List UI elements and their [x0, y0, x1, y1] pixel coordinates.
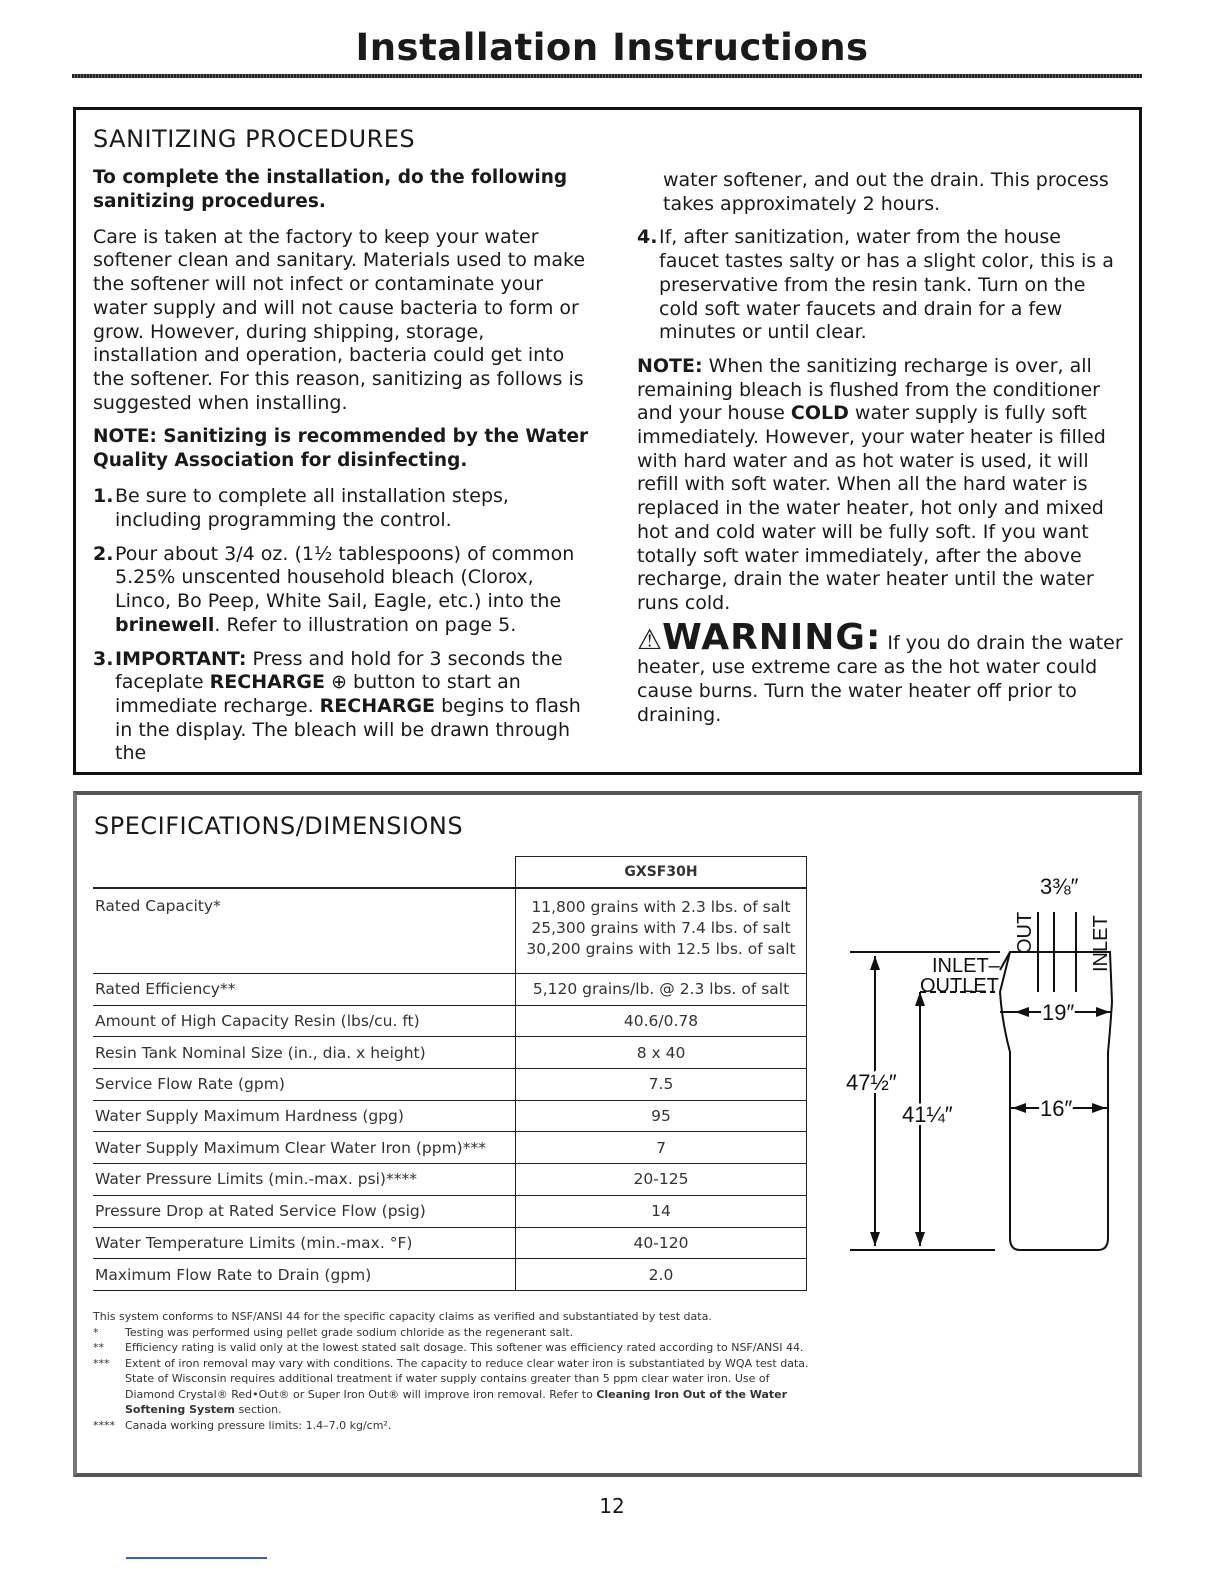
- table-row: [93, 888, 807, 974]
- table-row: [93, 974, 807, 1006]
- step-2-text-a: Pour about 3/4 oz. (1½ tablespoons) of common 5.25% unscented household bleach (Clorox, Linco, Bo Peep, White Sail, Eagle, etc.) into the: [115, 542, 575, 613]
- table-row: [93, 1164, 807, 1196]
- spec-label: Pressure Drop at Rated Service Flow (psig): [93, 1195, 516, 1227]
- table-row: [93, 1100, 807, 1132]
- recharge-button-icon: ⊕: [331, 671, 347, 694]
- step-3-number: 3.: [93, 647, 114, 670]
- inlet-outlet-label-1: INLET–: [932, 955, 1000, 977]
- step-4-text: If, after sanitization, water from the house faucet tastes salty or has a slight color, this is a preservative from the resin tank. Turn on the cold soft water faucets and drain for a few minutes or until clear.: [659, 226, 1114, 344]
- bottom-link-line: [126, 1557, 267, 1559]
- warning-label: WARNING:: [662, 616, 882, 658]
- specifications-table: [93, 856, 807, 1291]
- sanitizing-left-column: [93, 125, 593, 776]
- top-diameter-label: 19″: [1042, 1000, 1075, 1025]
- capacity-line: 25,300 grains with 7.4 lbs. of salt: [531, 919, 791, 937]
- warning-text: If you do drain the water heater, use extreme care as the hot water could cause burns. Turn the water heater off prior to draining.: [637, 631, 1123, 726]
- step-2: [93, 543, 593, 638]
- step-3-continued: water softener, and out the drain. This process takes approximately 2 hours.: [663, 169, 1109, 215]
- note-2-label: NOTE:: [637, 354, 703, 377]
- footnote-3-mark: ***: [93, 1356, 110, 1370]
- step-3-text-b: button to start an immediate recharge.: [115, 671, 521, 717]
- note-2-cold: COLD: [790, 402, 849, 425]
- model-header: GXSF30H: [516, 857, 807, 889]
- footnote-1-mark: *: [93, 1325, 99, 1339]
- spec-label: Water Supply Maximum Clear Water Iron (ppm)***: [93, 1132, 516, 1164]
- capacity-line: 30,200 grains with 12.5 lbs. of salt: [526, 940, 796, 958]
- footnote-4-mark: ****: [93, 1418, 115, 1432]
- footnote-2-mark: **: [93, 1341, 104, 1354]
- spec-value: 14: [516, 1195, 807, 1227]
- sanitizing-intro: Care is taken at the factory to keep your water softener clean and sanitary. Materials used to make the softener will not infect or contaminate your water supply and will not cause bacteria to form or grow. However, during shipping, storage, installation and operation, bacteria could get into the softener. For this reason, sanitizing as follows is suggested when installing.: [93, 225, 586, 414]
- footnote-2-text: Efficiency rating is valid only at the lowest stated salt dosage. This softener was efficiency rated according to NSF/ANSI 44.: [125, 1341, 804, 1354]
- footnote-1: [93, 1325, 813, 1341]
- step-1: [93, 485, 593, 532]
- footnote-4: [93, 1418, 813, 1434]
- footnote-1-text: Testing was performed using pellet grade sodium chloride as the regenerant salt.: [125, 1325, 574, 1339]
- footnote-3: [93, 1356, 813, 1418]
- spec-label: Amount of High Capacity Resin (lbs/cu. ft): [93, 1005, 516, 1037]
- footnote-2: [93, 1340, 813, 1356]
- page-number: 12: [599, 1494, 625, 1518]
- table-row: [93, 1037, 807, 1069]
- step-2-number: 2.: [93, 542, 114, 565]
- step-2-text-b: . Refer to illustration on page 5.: [214, 613, 517, 636]
- step-3: [93, 648, 593, 767]
- step-3-recharge: RECHARGE: [209, 671, 326, 694]
- outlet-height-label: 41¼″: [902, 1102, 953, 1127]
- step-3-recharge-2: RECHARGE: [319, 694, 436, 717]
- table-header-blank: [93, 857, 516, 889]
- spec-label: Water Supply Maximum Hardness (gpg): [93, 1100, 516, 1132]
- spec-value: 40.6/0.78: [516, 1005, 807, 1037]
- spec-label: Water Temperature Limits (min.-max. °F): [93, 1227, 516, 1259]
- footnote-3-bold: Cleaning Iron Out of the Water Softening System: [125, 1387, 788, 1416]
- footnote-3-text-b: section.: [234, 1403, 282, 1416]
- step-3-text-a: Press and hold for 3 seconds the faceplate: [115, 647, 563, 694]
- spec-label: Maximum Flow Rate to Drain (gpm): [93, 1259, 516, 1291]
- page-title: Installation Instructions: [355, 26, 869, 69]
- step-3-text-c: begins to flash in the display. The bleach will be drawn through the: [115, 694, 581, 765]
- table-row: [93, 1259, 807, 1291]
- top-width-label: 3⅜″: [1040, 874, 1079, 899]
- total-height-label: 47½″: [846, 1070, 897, 1095]
- sanitizing-note: NOTE: Sanitizing is recommended by the Water Quality Association for disinfecting.: [93, 426, 589, 472]
- spec-footnotes: [93, 1309, 813, 1433]
- sanitizing-lead: To complete the installation, do the following sanitizing procedures.: [93, 166, 568, 212]
- spec-label: Rated Efficiency**: [93, 974, 516, 1006]
- step-4: [637, 226, 1125, 345]
- table-row: [93, 1227, 807, 1259]
- warning-block: [637, 616, 1125, 727]
- out-label: OUT: [1014, 911, 1036, 954]
- note-2-text-a: When the sanitizing recharge is over, all remaining bleach is flushed from the conditioner and your house: [637, 354, 1100, 425]
- spec-value: 7: [516, 1132, 807, 1164]
- spec-label: Rated Capacity*: [93, 888, 516, 974]
- step-2-brinewell: brinewell: [115, 613, 215, 636]
- spec-label: Resin Tank Nominal Size (in., dia. x height): [93, 1037, 516, 1069]
- spec-label: Water Pressure Limits (min.-max. psi)****: [93, 1164, 516, 1196]
- spec-value: 95: [516, 1100, 807, 1132]
- spec-label: Service Flow Rate (gpm): [93, 1069, 516, 1101]
- step-3-important: IMPORTANT:: [115, 647, 247, 670]
- table-header-row: [93, 857, 807, 889]
- spec-value: 40-120: [516, 1227, 807, 1259]
- base-diameter-label: 16″: [1040, 1096, 1073, 1121]
- step-1-text: Be sure to complete all installation steps, including programming the control.: [115, 485, 509, 532]
- spec-value: 5,120 grains/lb. @ 2.3 lbs. of salt: [516, 974, 807, 1006]
- spec-value: [516, 888, 807, 974]
- inlet-outlet-label-2: OUTLET: [920, 975, 999, 997]
- table-row: [93, 1069, 807, 1101]
- spec-value: 2.0: [516, 1259, 807, 1291]
- table-row: [93, 1195, 807, 1227]
- spec-value: 8 x 40: [516, 1037, 807, 1069]
- step-1-number: 1.: [93, 485, 114, 508]
- sanitizing-right-column: [637, 169, 1125, 727]
- footnote-main: This system conforms to NSF/ANSI 44 for the specific capacity claims as verified and substantiated by test data.: [93, 1310, 712, 1323]
- table-row: [93, 1132, 807, 1164]
- title-rule: [72, 74, 1142, 78]
- table-row: [93, 1005, 807, 1037]
- inlet-label: INLET: [1090, 915, 1112, 972]
- specifications-heading: SPECIFICATIONS/DIMENSIONS: [94, 812, 464, 840]
- capacity-line: 11,800 grains with 2.3 lbs. of salt: [531, 898, 791, 916]
- spec-value: 7.5: [516, 1069, 807, 1101]
- dimension-diagram: [840, 852, 1130, 1262]
- spec-value: 20-125: [516, 1164, 807, 1196]
- note-2-text-b: water supply is fully soft immediately. However, your water heater is filled with hard water and as hot water is used, it will refill with soft water. When all the hard water is replaced in the water heater, hot only and mixed hot and cold water will be fully soft. If you want totally soft water immediately, after the above recharge, drain the water heater until the water runs cold.: [637, 402, 1106, 614]
- warning-icon: ⚠: [637, 622, 663, 656]
- footnote-3-text-a: Extent of iron removal may vary with conditions. The capacity to reduce clear water iron is substantiated by WQA test data. State of Wisconsin requires additional treatment if water supply contains greater than 5 ppm clear water iron. Use of Diamond Crystal® Red•Out® or Super Iron Out® will improve iron removal. Refer to: [125, 1356, 809, 1401]
- note-2: [637, 355, 1125, 616]
- step-4-number: 4.: [637, 226, 658, 249]
- sanitizing-heading: SANITIZING PROCEDURES: [93, 125, 416, 153]
- footnote-4-text: Canada working pressure limits: 1.4–7.0 kg/cm².: [125, 1418, 392, 1432]
